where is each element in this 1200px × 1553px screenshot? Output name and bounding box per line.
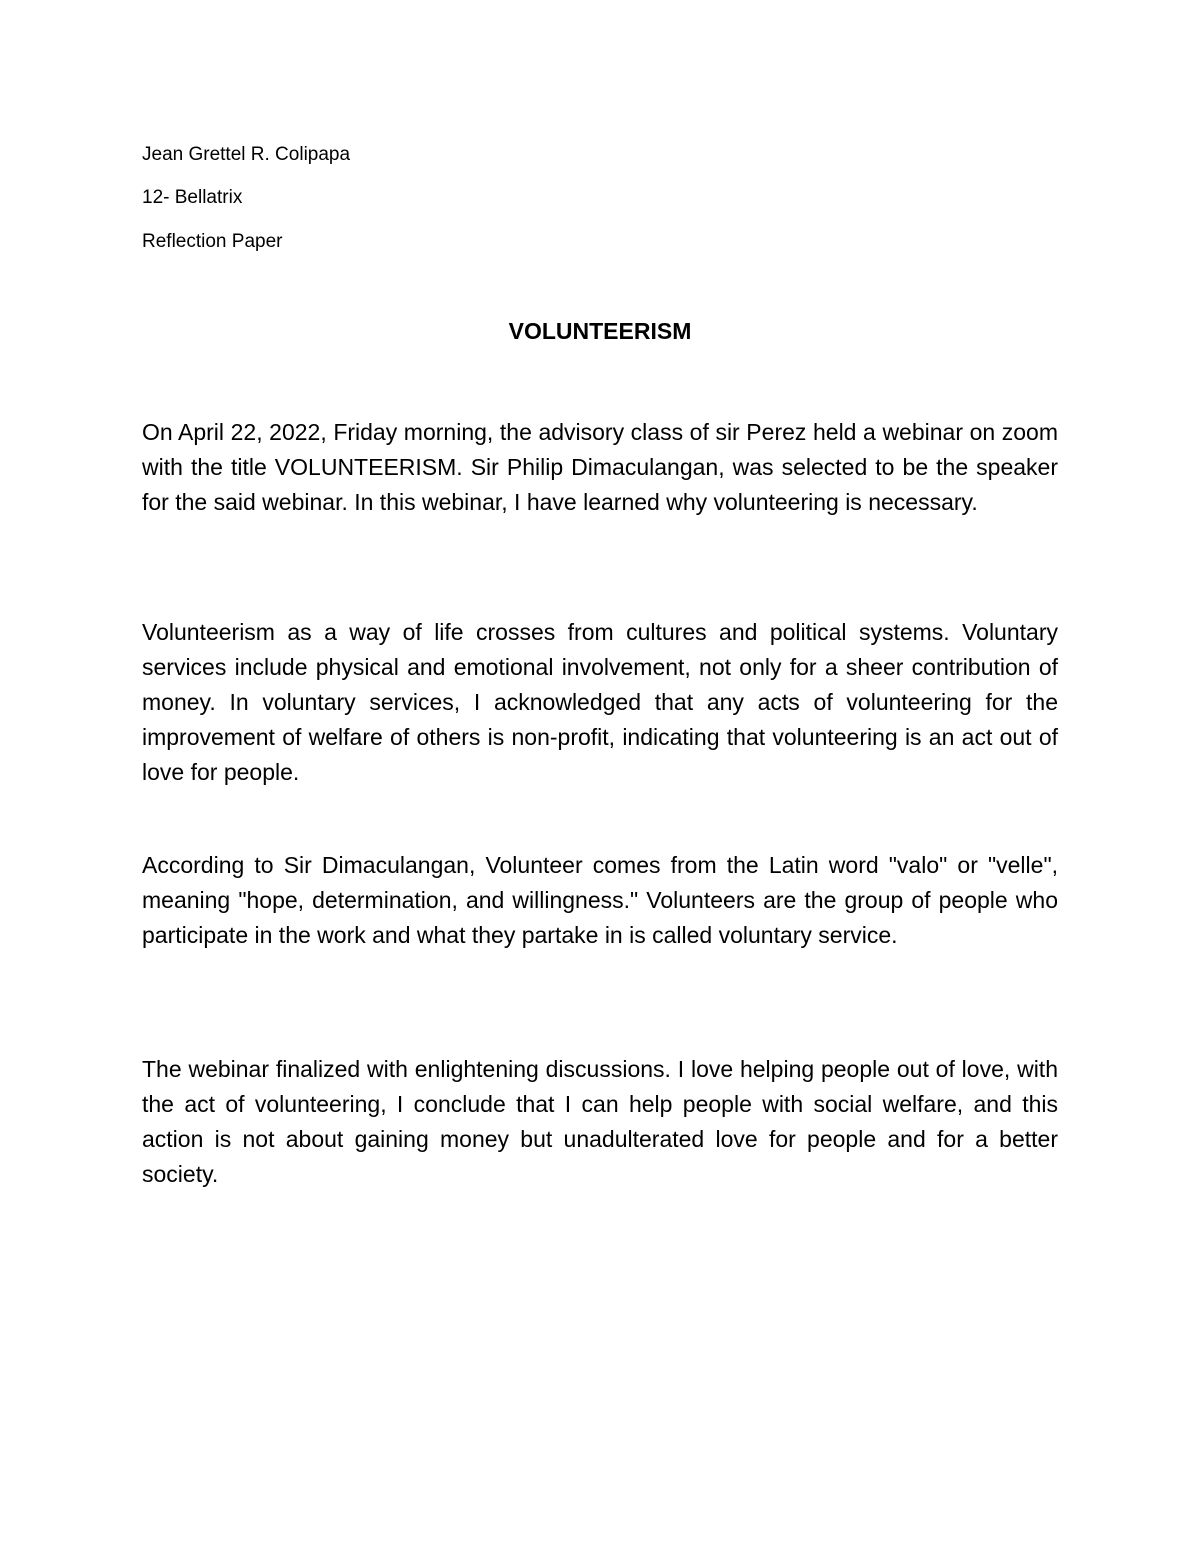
author-name: Jean Grettel R. Colipapa — [142, 144, 351, 165]
paragraph-intro: On April 22, 2022, Friday morning, the advisory class of sir Perez held a webinar on zoom with the title VOLUNTEERISM. Sir Philip Dimaculangan, was selected to be the speaker for the said webinar. In this webinar, I have learned why volunteering is necessary. — [142, 419, 1058, 515]
paragraph-etymology: According to Sir Dimaculangan, Volunteer comes from the Latin word "valo" or "velle", meaning "hope, determination, and willingness." Volunteers are the group of people who participate in the work and what they partake in is called voluntary service. — [142, 852, 1058, 948]
paragraph-conclusion: The webinar finalized with enlightening discussions. I love helping people out of love, with the act of volunteering, I conclude that I can help people with social welfare, and this action is not about gaining money but unadulterated love for people and for a better society. — [142, 1056, 1058, 1187]
document-type: Reflection Paper — [142, 231, 283, 252]
document-title: VOLUNTEERISM — [508, 318, 692, 344]
paragraph-volunteerism: Volunteerism as a way of life crosses from cultures and political systems. Voluntary services include physical and emotional involvement, not only for a sheer contribution of money. In voluntary services, I acknowledged that any acts of volunteering for the improvement of welfare of others is non-profit, indicating that volunteering is an act out of love for people. — [142, 619, 1058, 785]
class-section: 12- Bellatrix — [142, 187, 243, 208]
